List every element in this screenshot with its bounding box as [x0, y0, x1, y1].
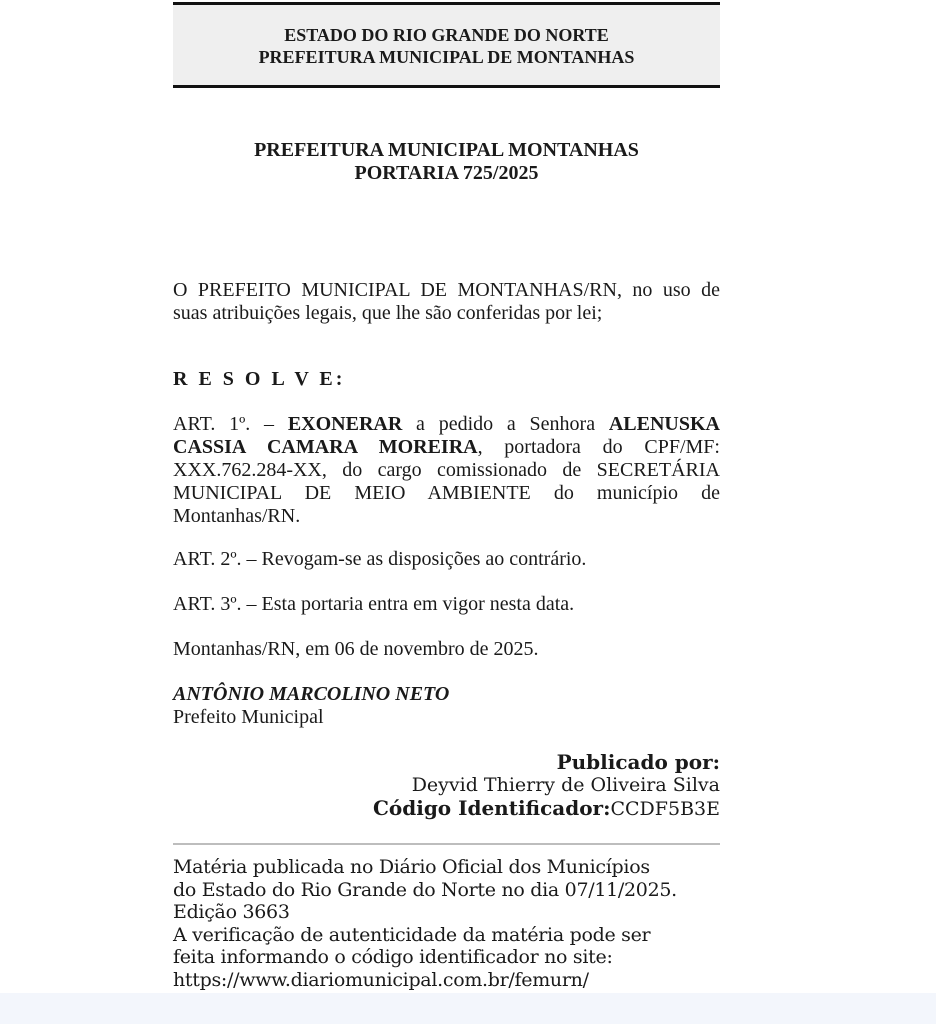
- footer-line-5: feita informando o código identificador no site:: [173, 946, 613, 968]
- publication-info: [173, 751, 720, 821]
- identifier-code-label: Código Identificador:: [372, 796, 611, 820]
- preamble-paragraph: O PREFEITO MUNICIPAL DE MONTANHAS/RN, no uso de suas atribuições legais, que lhe são conferidas por lei;: [173, 279, 720, 324]
- document-header: [173, 2, 720, 88]
- title-portaria-number: PORTARIA 725/2025: [354, 162, 539, 184]
- title-institution: PREFEITURA MUNICIPAL MONTANHAS: [254, 139, 639, 161]
- footer-edition: Edição 3663: [173, 901, 290, 923]
- resolve-heading: R E S O L V E:: [173, 368, 346, 390]
- identifier-code-value: CCDF5B3E: [610, 798, 720, 820]
- signer-role: Prefeito Municipal: [173, 706, 324, 728]
- footer-divider: [173, 843, 720, 845]
- signer-name: ANTÔNIO MARCOLINO NETO: [173, 683, 450, 705]
- footer-line-4: A verificação de autenticidade da matéria pode ser: [173, 923, 651, 946]
- verification-url-link[interactable]: https://www.diariomunicipal.com.br/femurn/: [173, 968, 589, 991]
- dateline: Montanhas/RN, em 06 de novembro de 2025.: [173, 638, 539, 660]
- article-1-prefix: ART. 1º. –: [173, 413, 288, 435]
- document-title: [173, 139, 720, 185]
- article-1-action: EXONERAR: [287, 413, 403, 435]
- article-1: [173, 413, 720, 528]
- bottom-band: [0, 993, 936, 1024]
- footer-line-1: Matéria publicada no Diário Oficial dos Municípios: [173, 856, 650, 878]
- article-1-text-a: a pedido a Senhora: [402, 413, 609, 435]
- article-1-person: ALENUSKA CASSIA CAMARA MOREIRA: [173, 413, 720, 458]
- footer-line-2: do Estado do Rio Grande do Norte no dia 07/11/2025.: [173, 878, 677, 901]
- header-state: ESTADO DO RIO GRANDE DO NORTE: [284, 25, 609, 45]
- header-municipality: PREFEITURA MUNICIPAL DE MONTANHAS: [258, 47, 635, 67]
- article-1-text-b: , portadora do CPF/MF: XXX.762.284-XX, do cargo comissionado de SECRETÁRIA MUNICIPAL DE MEIO AMBIENTE do município de Montanhas/RN.: [173, 436, 720, 527]
- signature-block: [173, 683, 720, 729]
- published-by-label: Publicado por:: [556, 750, 720, 774]
- article-2: ART. 2º. – Revogam-se as disposições ao contrário.: [173, 548, 587, 570]
- publisher-name: Deyvid Thierry de Oliveira Silva: [411, 774, 720, 796]
- publication-footer: [173, 856, 733, 991]
- article-3: ART. 3º. – Esta portaria entra em vigor nesta data.: [173, 593, 575, 615]
